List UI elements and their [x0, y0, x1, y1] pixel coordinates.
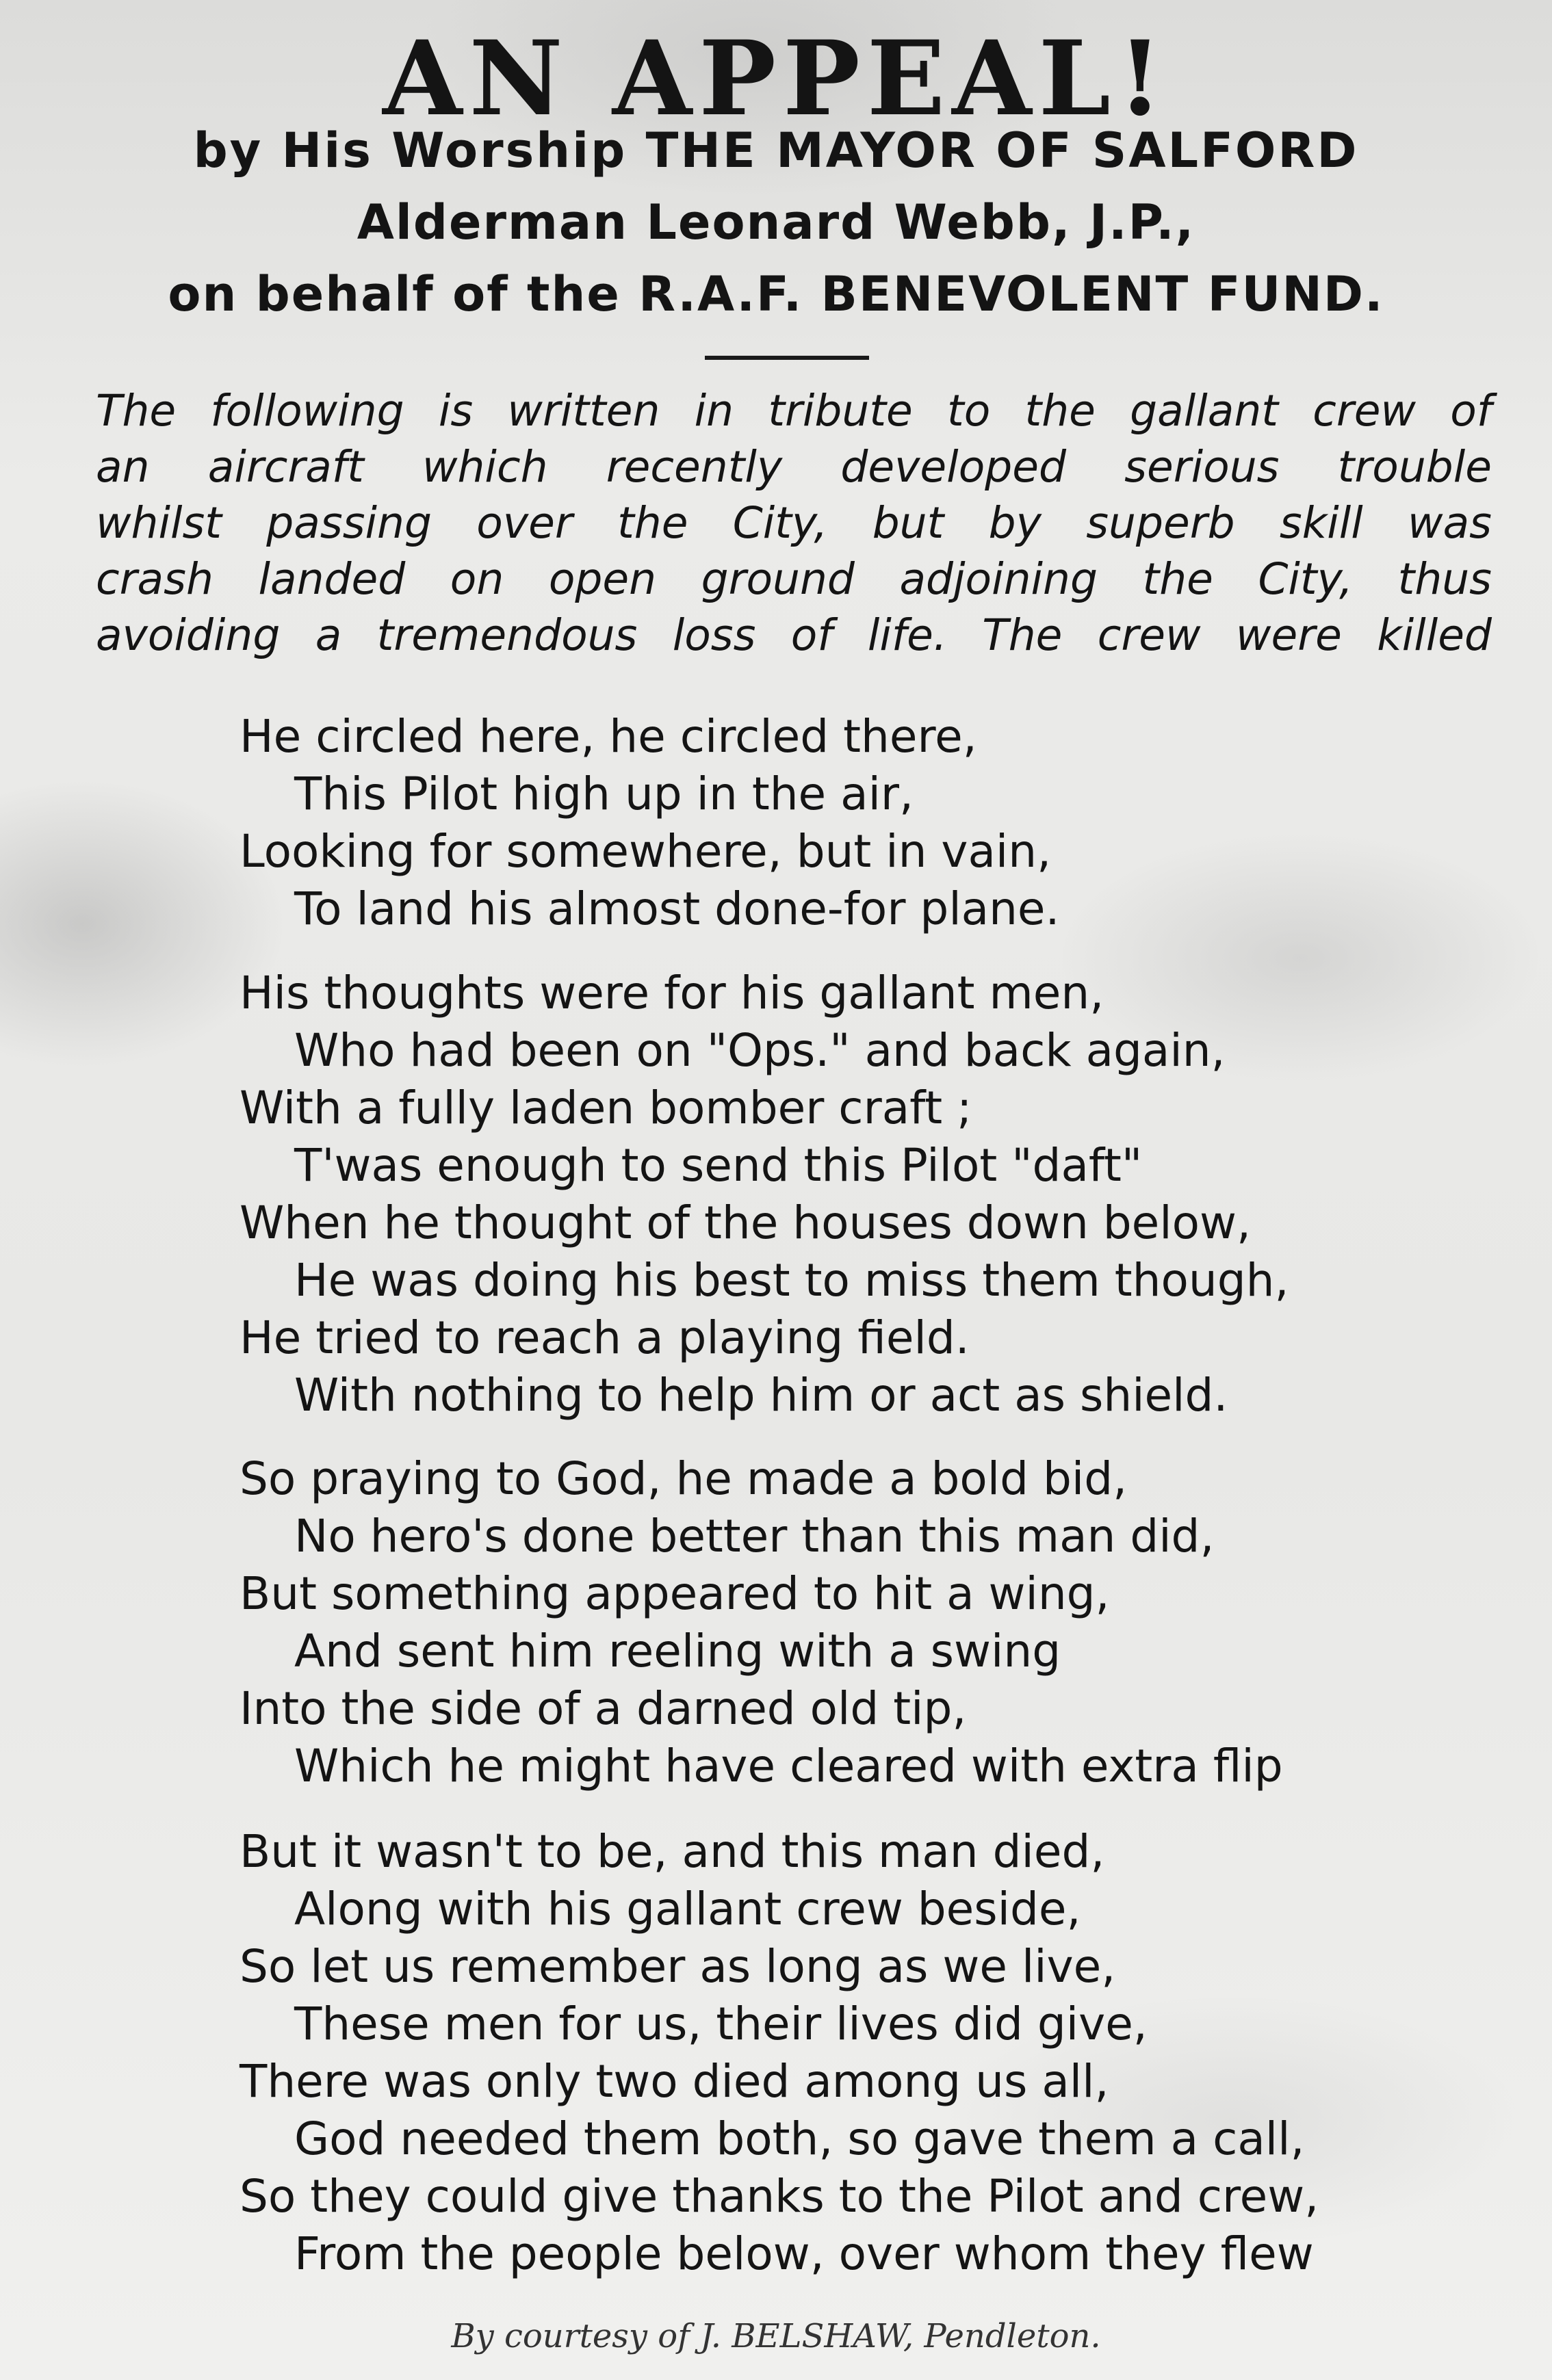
- courtesy-credit: By courtesy of J. BELSHAW, Pendleton.: [451, 2317, 1101, 2355]
- document-title: AN APPEAL!: [383, 18, 1169, 139]
- intro-line: The following is written in tribute to the gallant crew of: [96, 386, 1492, 436]
- poem-line: So praying to God, he made a bold bid,: [240, 1452, 1128, 1505]
- poem-line: He tried to reach a playing field.: [240, 1311, 970, 1364]
- poem-line: God needed them both, so gave them a call,: [294, 2113, 1305, 2165]
- poem-line: When he thought of the houses down below,: [240, 1196, 1251, 1249]
- poem-line: Along with his gallant crew beside,: [294, 1883, 1081, 1935]
- intro-line: an aircraft which recently developed serious trouble: [96, 442, 1492, 492]
- poem-line: Which he might have cleared with extra flip: [294, 1740, 1283, 1792]
- intro-line: avoiding a tremendous loss of life. The crew were killed: [96, 610, 1492, 660]
- behalf-line: on behalf of the R.A.F. BENEVOLENT FUND.: [168, 266, 1384, 322]
- poem-line: With a fully laden bomber craft ;: [240, 1082, 972, 1134]
- intro-line: crash landed on open ground adjoining the City, thus: [96, 554, 1492, 604]
- author-name: Alderman Leonard Webb, J.P.,: [357, 194, 1195, 250]
- poem-line: He was doing his best to miss them though,: [294, 1254, 1289, 1307]
- poem-line: But it wasn't to be, and this man died,: [240, 1825, 1105, 1878]
- poem-line: So they could give thanks to the Pilot and crew,: [240, 2170, 1319, 2223]
- poem-line: T'was enough to send this Pilot "daft": [294, 1139, 1143, 1192]
- poem-line: So let us remember as long as we live,: [240, 1940, 1116, 1993]
- poem-line: Into the side of a darned old tip,: [240, 1682, 967, 1735]
- poem-line: These men for us, their lives did give,: [294, 1998, 1148, 2050]
- poem-line: Who had been on "Ops." and back again,: [294, 1024, 1226, 1077]
- poem-line: No hero's done better than this man did,: [294, 1510, 1215, 1562]
- intro-line: whilst passing over the City, but by superb skill was: [96, 498, 1492, 548]
- poem-line: Looking for somewhere, but in vain,: [240, 825, 1052, 878]
- byline: by His Worship THE MAYOR OF SALFORD: [193, 122, 1359, 179]
- poem-line: There was only two died among us all,: [240, 2055, 1109, 2108]
- poem-line: With nothing to help him or act as shield.: [294, 1369, 1228, 1422]
- poem-line: But something appeared to hit a wing,: [240, 1567, 1110, 1620]
- poem-line: His thoughts were for his gallant men,: [240, 967, 1104, 1019]
- poem-line: From the people below, over whom they flew: [294, 2227, 1314, 2280]
- poem-line: This Pilot high up in the air,: [294, 768, 914, 820]
- poem-line: He circled here, he circled there,: [240, 710, 977, 763]
- poem-line: And sent him reeling with a swing: [294, 1625, 1061, 1677]
- poem-line: To land his almost done-for plane.: [294, 882, 1060, 935]
